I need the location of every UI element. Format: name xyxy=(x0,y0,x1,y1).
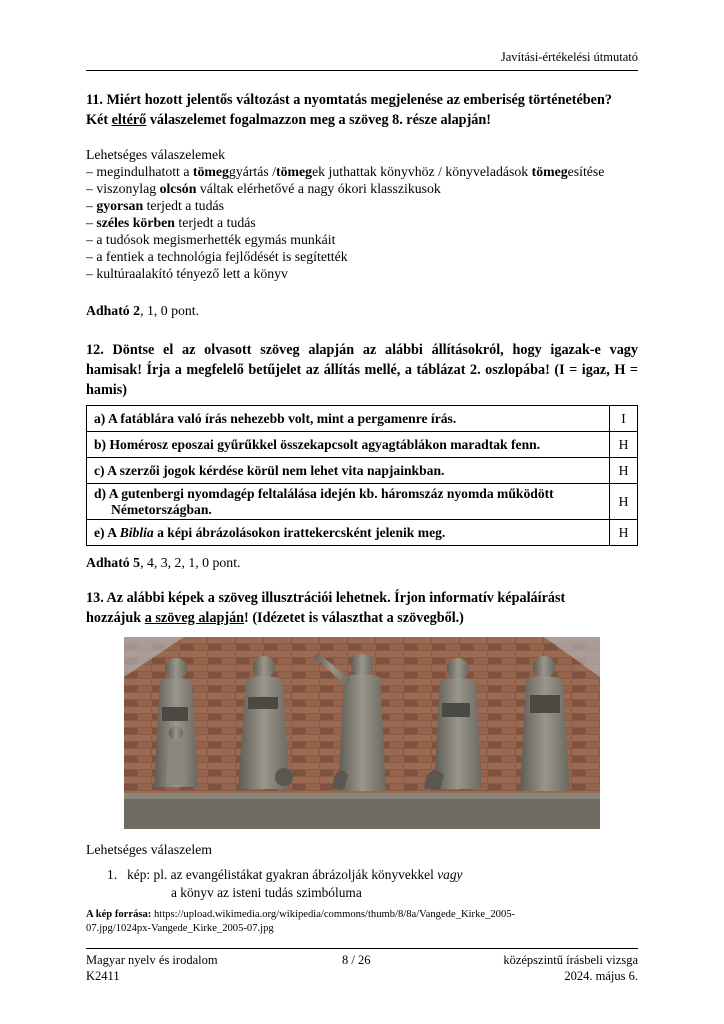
list-item: – megindulhatott a tömeggyártás /tömegek juthattak könyvhöz / könyveladások tömegesítése xyxy=(86,164,605,179)
answer-cell: H xyxy=(610,520,638,546)
statement-cell: a) A fatáblára való írás nehezebb volt, mint a pergamenre írás. xyxy=(87,406,610,432)
list-item: – a fentiek a technológia fejlődését is segítették xyxy=(86,249,348,264)
statement-cell: b) Homérosz eposzai gyűrűkkel összekapcsolt agyagtáblákon maradtak fenn. xyxy=(87,432,610,458)
answer-cell: H xyxy=(610,458,638,484)
header-rule xyxy=(86,70,638,71)
answer-intro-13: Lehetséges válaszelem xyxy=(86,842,213,857)
page-number: 8 / 26 xyxy=(342,953,371,967)
question-13-line1: 13. Az alábbi képek a szöveg illusztrációi lehetnek. Írjon informatív képaláírást xyxy=(86,590,566,606)
table-row xyxy=(87,484,638,520)
list-item: – kultúraalakító tényező lett a könyv xyxy=(86,266,288,281)
question-13-line2: hozzájuk a szöveg alapján! (Idézetet is választhat a szövegből.) xyxy=(86,610,464,626)
statement-cell: d) A gutenbergi nyomdagép feltalálása idején kb. háromszáz nyomda működött Németországban. xyxy=(87,484,610,520)
answer-cell: H xyxy=(610,484,638,520)
answer-intro: Lehetséges válaszelemek xyxy=(86,147,226,162)
answer-cell: I xyxy=(610,406,638,432)
question-13 xyxy=(86,588,638,628)
page-header: Javítási-értékelési útmutató xyxy=(500,50,638,64)
answer-elements-11 xyxy=(86,146,646,282)
image-source: A kép forrása: https://upload.wikimedia.org/wikipedia/commons/thumb/8/8a/Vangede_Kirke_2005- 07.jpg/1024px-Vangede_Kirke_2005-07.jpg xyxy=(86,909,516,934)
question-11-line1: 11. Miért hozott jelentős változást a nyomtatás megjelenése az emberiség történetében? xyxy=(86,92,612,108)
question-12-line2: hamisak! Írja a megfelelő betűjelet az állítás mellé, a táblázat 2. oszlopába! (I = igaz, H = xyxy=(86,362,638,378)
table-row xyxy=(87,458,638,484)
question-11-line2: Két eltérő válaszelemet fogalmazzon meg a szöveg 8. része alapján! xyxy=(86,112,491,128)
question-12-line3: hamis) xyxy=(86,382,127,398)
question-11 xyxy=(86,90,638,130)
list-item: – gyorsan terjedt a tudás xyxy=(86,198,224,213)
list-item: – a tudósok megismerhették egymás munkáit xyxy=(86,232,336,247)
statement-cell: e) A Biblia a képi ábrázolásokon irattekercsként jelenik meg. xyxy=(87,520,610,546)
table-row xyxy=(87,432,638,458)
statement-cell: c) A szerzői jogok kérdése körül nem lehet vita napjainkban. xyxy=(87,458,610,484)
list-item: – viszonylag olcsón váltak elérhetővé a nagy ókori klasszikusok xyxy=(86,181,441,196)
footer-left: Magyar nyelv és irodalom K2411 xyxy=(86,953,218,983)
answer-cell: H xyxy=(610,432,638,458)
list-item: – széles körben terjedt a tudás xyxy=(86,215,256,230)
true-false-table xyxy=(86,405,638,546)
footer-rule xyxy=(86,948,638,949)
points-12: Adható 5, 4, 3, 2, 1, 0 pont. xyxy=(86,555,241,570)
statues-illustration xyxy=(124,637,600,829)
statues-photo xyxy=(124,637,600,829)
question-12-line1: 12. Döntse el az olvasott szöveg alapján az alábbi állításokról, hogy igazak-e vagy xyxy=(86,342,638,358)
points-11: Adható 2, 1, 0 pont. xyxy=(86,303,200,318)
table-row xyxy=(87,520,638,546)
table-row xyxy=(87,406,638,432)
answer-item-13: 1. kép: pl. az evangélistákat gyakran ábrázolják könyvekkel vagy a könyv az isteni tudás szimbóluma xyxy=(107,867,463,900)
footer-right: középszintű írásbeli vizsga 2024. május 6. xyxy=(503,953,638,983)
question-12 xyxy=(86,340,638,400)
